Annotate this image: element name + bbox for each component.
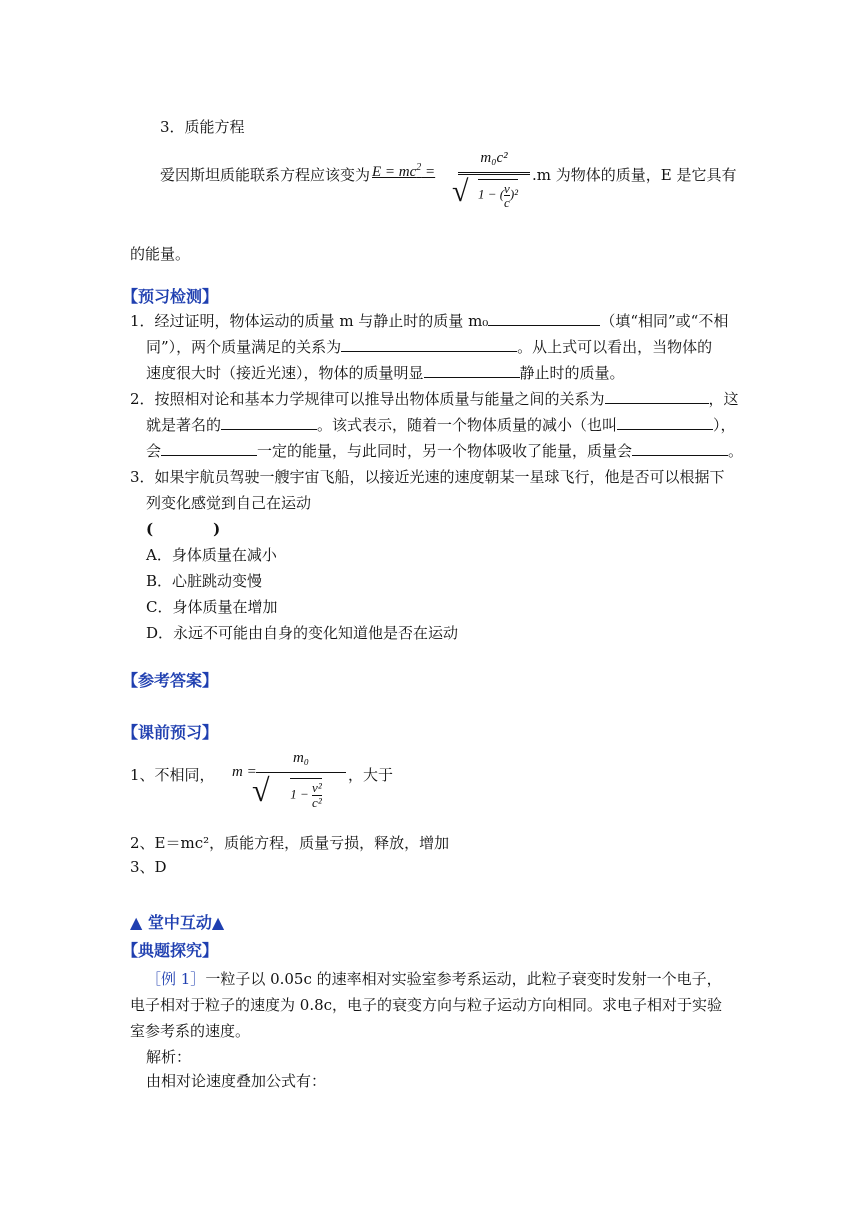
q1-blank-2[interactable]: [341, 335, 517, 352]
q2-line3: 会 一定的能量，与此同时，另一个物体吸收了能量，质量会 。: [146, 438, 743, 464]
pre-study-heading: 【课前预习】: [122, 723, 219, 742]
mass-energy-continuation: 的能量。: [130, 245, 191, 263]
analysis-line: 由相对论速度叠加公式有：: [146, 1072, 327, 1090]
q1-line3: 速度很大时（接近光速），物体的质量明显 静止时的质量。: [146, 360, 625, 386]
analysis-label: 解析：: [146, 1048, 192, 1066]
q2-line2: 就是著名的 。该式表示，随着一个物体质量的减小（也叫 ），: [146, 412, 736, 438]
q3-option-b[interactable]: B．心脏跳动变慢: [146, 572, 263, 590]
q3-line2: 列变化感觉到自己在运动: [146, 494, 312, 512]
q3-option-d[interactable]: D．永远不可能由自身的变化知道他是否在运动: [146, 624, 459, 642]
class-interaction-heading: ▲ 堂中互动▲: [130, 913, 225, 932]
example-line-2: 电子相对于粒子的速度为 0.8c，电子的衰变方向与粒子运动方向相同。求电子相对于实验: [130, 996, 723, 1014]
section-title: 3．质能方程: [160, 118, 245, 136]
q2-blank-5[interactable]: [632, 439, 728, 456]
q1-line1: 1．经过证明，物体运动的质量 m 与静止时的质量 m₀ （填“相同”或“不相: [130, 308, 728, 334]
q2-blank-1[interactable]: [605, 387, 709, 404]
formula-left: $E = mc^2$ =: [372, 162, 436, 180]
example-line-3: 室参考系的速度。: [130, 1022, 251, 1040]
q2-blank-4[interactable]: [161, 439, 257, 456]
typical-example-heading: 【典题探究】: [122, 941, 219, 960]
formula-fraction: m₀c² √ 1 − ( $\frac{v}{c}$ )²: [458, 150, 530, 209]
answer-1: 1、不相同， m = m₀ √ 1 − $\frac{\text{v²}}{\text{c²}}$ ，大于: [130, 750, 394, 810]
mass-energy-suffix: .m 为物体的质量，E 是它具有: [532, 166, 737, 184]
q2-blank-2[interactable]: [221, 413, 317, 430]
q3-line1: 3．如果宇航员驾驶一艘宇宙飞船，以接近光速的速度朝某一星球飞行，他是否可以根据下: [130, 468, 725, 486]
q3-answer-paren[interactable]: ( ): [146, 520, 221, 538]
q1-blank-3[interactable]: [424, 361, 520, 378]
q3-option-a[interactable]: A．身体质量在减小: [146, 546, 277, 564]
answer-2: 2、E＝mc²，质能方程，质量亏损，释放，增加: [130, 834, 450, 852]
answers-heading: 【参考答案】: [122, 671, 219, 690]
q2-blank-3[interactable]: [617, 413, 713, 430]
q2-line1: 2．按照相对论和基本力学规律可以推导出物体质量与能量之间的关系为 ，这: [130, 386, 739, 412]
q1-blank-1[interactable]: [488, 309, 600, 326]
q3-option-c[interactable]: C．身体质量在增加: [146, 598, 278, 616]
q1-line2: 同”），两个质量满足的关系为 。从上式可以看出，当物体的: [146, 334, 712, 360]
preview-check-heading: 【预习检测】: [122, 287, 219, 306]
example-line-1: ［例 1］一粒子以 0.05c 的速率相对实验室参考系运动，此粒子衰变时发射一个电子，: [146, 970, 722, 988]
answer-3: 3、D: [130, 858, 167, 876]
mass-energy-prefix: 爱因斯坦质能联系方程应该变为: [160, 166, 371, 184]
